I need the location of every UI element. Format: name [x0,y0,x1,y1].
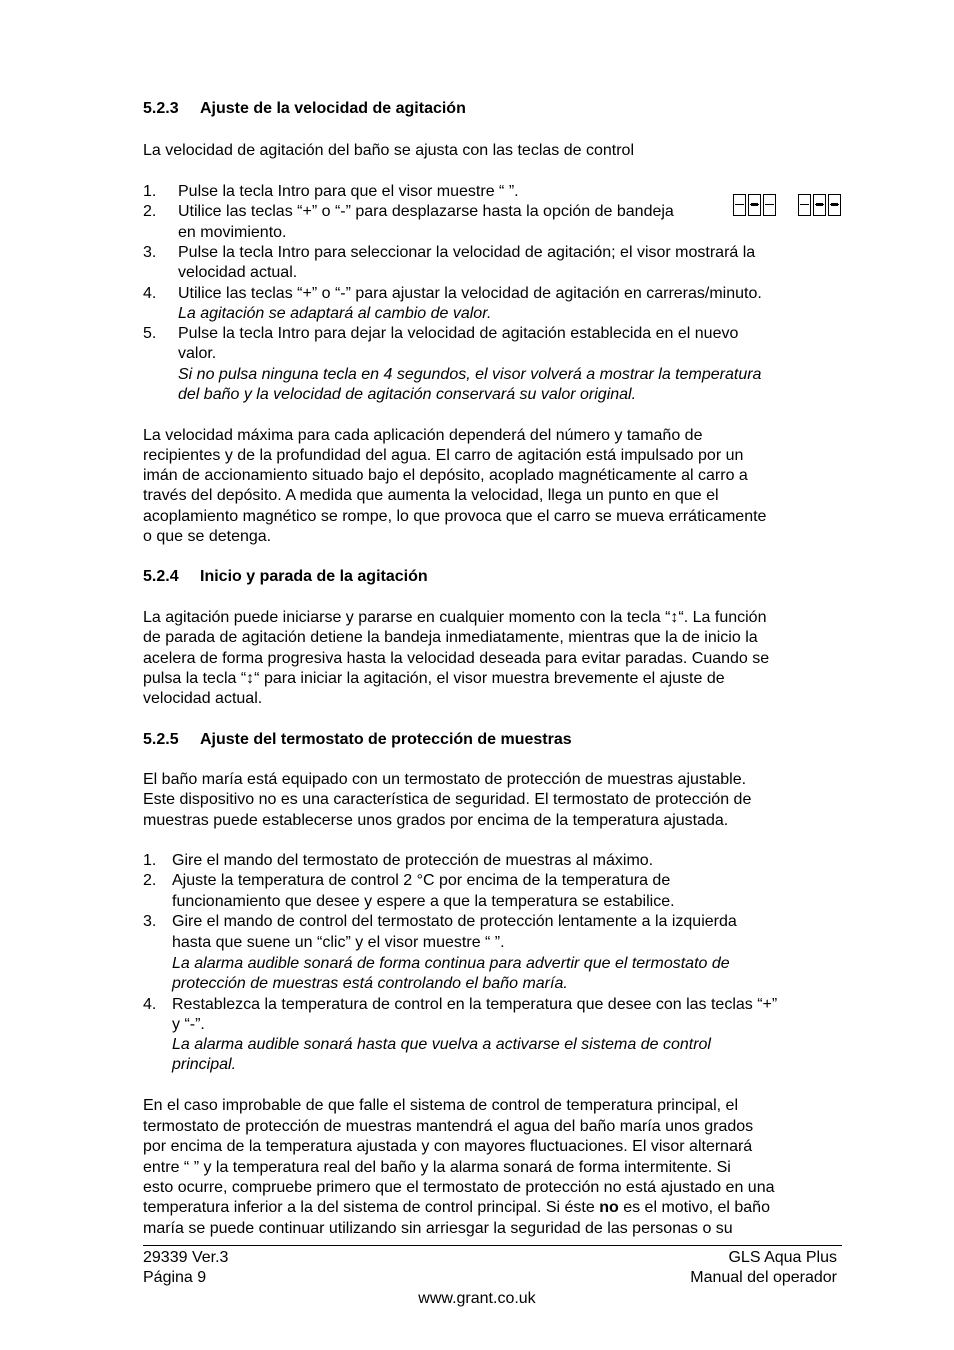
step-number: 3. [143,913,157,930]
step-text: funcionamiento que desee y espere a que la temperatura se estabilice. [172,893,675,910]
paragraph-line: imán de accionamiento situado bajo el depósito, acoplado magnéticamente al carro a [143,467,748,484]
step-number: 5. [143,325,157,342]
paragraph-line: maría se puede continuar utilizando sin arriesgar la seguridad de las personas o su [143,1220,733,1237]
footer-page-number: Página 9 [143,1269,207,1286]
step-note: La agitación se adaptará al cambio de valor. [178,305,492,322]
step-text: valor. [178,345,217,362]
step-text: y “-”. [172,1016,205,1033]
footer-website[interactable]: www.grant.co.uk [418,1290,536,1307]
section-heading-number: 5.2.4 [143,568,179,585]
paragraph-line: entre “ ” y la temperatura real del baño y la alarma sonará de forma intermitente. Si [143,1159,731,1176]
step-note: protección de muestras está controlando el baño maría. [172,975,568,992]
footer-divider [143,1245,842,1246]
paragraph-bold-text: no [599,1199,619,1216]
step-note: del baño y la velocidad de agitación conservará su valor original. [178,386,637,403]
display-segment-icon [733,194,776,216]
step-text: Gire el mando del termostato de protección de muestras al máximo. [172,852,654,869]
step-number: 2. [143,203,157,220]
step-text: velocidad actual. [178,264,298,281]
paragraph-line: El baño maría está equipado con un termostato de protección de muestras ajustable. [143,771,747,788]
step-text: Pulse la tecla Intro para seleccionar la velocidad de agitación; el visor mostrará la [178,244,756,261]
paragraph-line: través del depósito. A medida que aumenta la velocidad, llega un punto en que el [143,487,719,504]
paragraph-line: acelera de forma progresiva hasta la velocidad deseada para evitar paradas. Cuando se [143,650,770,667]
step-note: principal. [172,1056,237,1073]
segment-digit-icon [763,194,776,216]
paragraph-line: por encima de la temperatura ajustada y con mayores fluctuaciones. El visor alternará [143,1138,753,1155]
step-text: en movimiento. [178,224,287,241]
step-number: 2. [143,872,157,889]
segment-digit-icon [748,194,761,216]
step-text: Restablezca la temperatura de control en la temperatura que desee con las teclas “+” [172,996,778,1013]
step-text: Gire el mando de control del termostato de protección lentamente a la izquierda [172,913,737,930]
step-note: Si no pulsa ninguna tecla en 4 segundos, el visor volverá a mostrar la temperatura [178,366,762,383]
paragraph-line: La velocidad máxima para cada aplicación dependerá del número y tamaño de [143,427,703,444]
step-note: La alarma audible sonará hasta que vuelva a activarse el sistema de control [172,1036,711,1053]
paragraph-line: velocidad actual. [143,690,263,707]
section-intro: La velocidad de agitación del baño se ajusta con las teclas de control [143,142,634,159]
step-text: Ajuste la temperatura de control 2 °C por encima de la temperatura de [172,872,671,889]
step-text: Utilice las teclas “+” o “-” para desplazarse hasta la opción de bandeja [178,203,674,220]
footer-product: GLS Aqua Plus [728,1249,837,1266]
step-number: 1. [143,852,157,869]
paragraph-line [143,1198,770,1218]
step-text: Utilice las teclas “+” o “-” para ajustar la velocidad de agitación en carreras/minuto. [178,285,762,302]
paragraph-line: o que se detenga. [143,528,272,545]
paragraph-text: temperatura inferior a la del sistema de control principal. Si éste [143,1199,600,1216]
paragraph-line: termostato de protección de muestras mantendrá el agua del baño maría unos grados [143,1118,754,1135]
step-text: Pulse la tecla Intro para dejar la velocidad de agitación establecida en el nuevo [178,325,739,342]
footer-manual-title: Manual del operador [690,1269,837,1286]
footer-doc-number: 29339 Ver.3 [143,1249,229,1266]
display-segment-icon [798,194,841,216]
step-text: hasta que suene un “clic” y el visor muestre “ ”. [172,934,505,951]
section-heading: Inicio y parada de la agitación [200,568,428,585]
paragraph-line: muestras puede establecerse unos grados por encima de la temperatura ajustada. [143,812,729,829]
paragraph-line: de parada de agitación detiene la bandeja inmediatamente, mientras que la de inicio la [143,629,758,646]
step-number: 4. [143,996,157,1013]
paragraph-line: recipientes y de la profundidad del agua. El carro de agitación está impulsado por un [143,447,744,464]
paragraph-line: pulsa la tecla “↕“ para iniciar la agitación, el visor muestra brevemente el ajuste de [143,670,725,687]
segment-digit-icon [798,194,811,216]
step-number: 1. [143,183,157,200]
step-text: Pulse la tecla Intro para que el visor muestre “ ”. [178,183,519,200]
segment-digit-icon [813,194,826,216]
paragraph-line: Este dispositivo no es una característica de seguridad. El termostato de protección de [143,791,752,808]
paragraph-line: acoplamiento magnético se rompe, lo que provoca que el carro se mueva erráticamente [143,508,767,525]
segment-digit-icon [828,194,841,216]
paragraph-line: En el caso improbable de que falle el sistema de control de temperatura principal, el [143,1097,738,1114]
step-note: La alarma audible sonará de forma continua para advertir que el termostato de [172,955,730,972]
step-number: 3. [143,244,157,261]
paragraph-line: esto ocurre, compruebe primero que el termostato de protección no está ajustado en una [143,1179,775,1196]
segment-digit-icon [733,194,746,216]
paragraph-text: es el motivo, el baño [618,1199,770,1216]
section-heading: Ajuste de la velocidad de agitación [200,100,466,117]
section-heading-number: 5.2.3 [143,100,179,117]
section-heading: Ajuste del termostato de protección de muestras [200,731,572,748]
section-heading-number: 5.2.5 [143,731,179,748]
step-number: 4. [143,285,157,302]
paragraph-line: La agitación puede iniciarse y pararse en cualquier momento con la tecla “↕“. La función [143,609,767,626]
